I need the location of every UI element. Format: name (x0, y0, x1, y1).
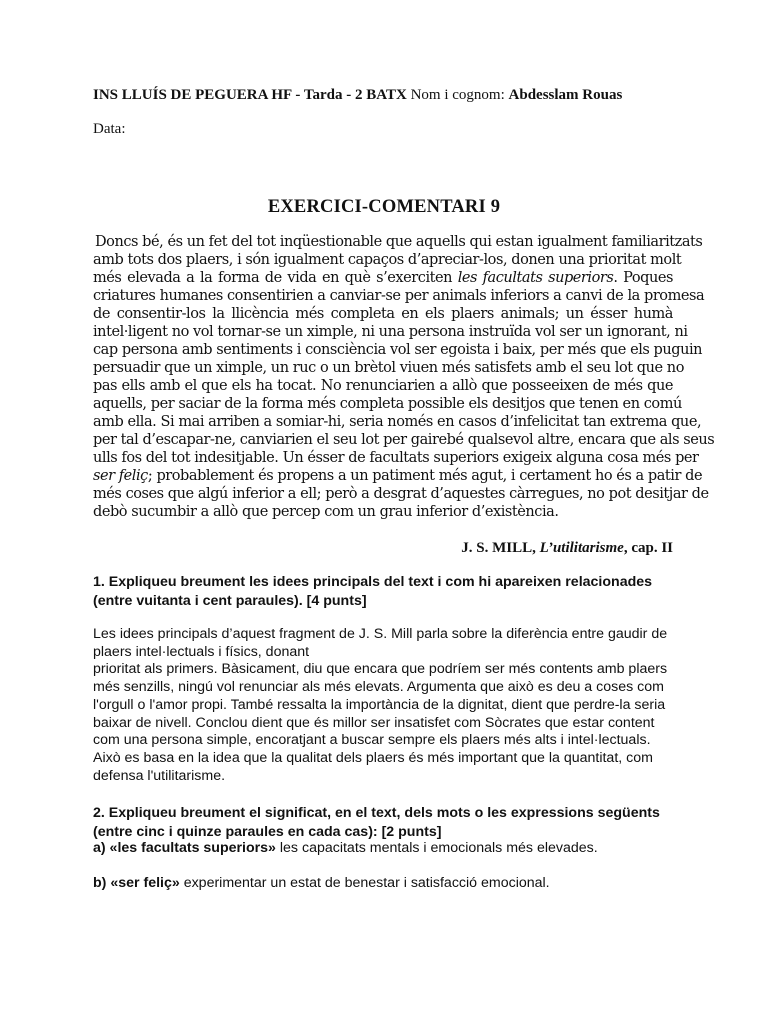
passage-line: amb tots dos plaers, i són igualment capaços d’apreciar-los, donen una prioritat molt (93, 252, 682, 268)
passage-line: amb ella. Si mai arriben a somiar-hi, seria només en casos d’infelicitat tan extrema que, (93, 414, 702, 430)
question-prompt-line: (entre vuitanta i cent paraules). [4 punts] (93, 593, 367, 609)
passage-line: de consentir-los la llicència més completa en els plaers animals; un ésser humà (93, 306, 673, 322)
question-1-prompt (93, 573, 693, 611)
passage-line: criatures humanes consentirien a canviar-se per animals inferiors a canvi de la promesa (93, 288, 705, 304)
question-2a-answer: les capacitats mentals i emocionals més elevades. (275, 840, 598, 856)
passage-line: aquells, per saciar de la forma més completa possible els desitjos que tenen en comú (93, 396, 682, 412)
passage-line (93, 467, 703, 485)
question-prompt-line: 2. Expliqueu breument el significat, en el text, dels mots o les expressions següents (93, 805, 660, 821)
answer-line: plaers intel·lectuals i físics, donant (93, 643, 310, 660)
passage-line: més coses que algú inferior a ell; però a desgrat d’aquestes càrregues, no pot desitjar de (93, 486, 709, 502)
question-1-answer (93, 626, 693, 785)
school-name: INS LLUÍS DE PEGUERA HF (93, 87, 292, 103)
answer-line: més senzills, ningú vol renunciar als més elevats. Argumenta que això es deu a coses com (93, 679, 664, 696)
question-prompt-line: 1. Expliqueu breument les idees principals del text i com hi apareixen relacionades (93, 574, 653, 590)
question-2a (93, 840, 598, 856)
passage-line: intel·ligent no vol tornar-se un ximple, ni una persona instruïda vol ser un ignorant, ni (93, 324, 688, 340)
citation (461, 540, 673, 557)
passage-line: persuadir que un ximple, un ruc o un brètol viuen més satisfets amb el seu lot que no (93, 360, 684, 376)
passage-line: debò sucumbir a allò que percep com un grau inferior d’existència. (93, 504, 559, 520)
passage-fragment: ; probablement és propens a un patiment més agut, i certament ho és a patir de (147, 468, 703, 484)
passage-line: cap persona amb sentiments i consciència vol ser egoista i baix, per més que els puguin (93, 342, 703, 358)
passage-line: Doncs bé, és un fet del tot inqüestionable que aquells qui estan igualment familiaritzats (95, 234, 703, 250)
answer-line: l'orgull o l'amor propi. També ressalta la importància de la dignitat, dient que perdre-la seria (93, 696, 666, 713)
header-separator: - (342, 87, 356, 103)
text-passage (93, 233, 715, 521)
answer-line: Això es basa en la idea que la qualitat dels plaers és més important que la quantitat, com (93, 749, 653, 766)
student-name: Abdesslam Rouas (508, 87, 623, 103)
course-label: 2 BATX (355, 87, 407, 103)
document-title: EXERCICI-COMENTARI 9 (267, 197, 501, 217)
citation-work: L’utilitarisme (539, 540, 624, 556)
shift-label: Tarda (303, 87, 343, 103)
answer-line: defensa l'utilitarisme. (93, 767, 226, 784)
emphasis-text: les facultats superiors (457, 270, 614, 286)
answer-line: Les idees principals d’aquest fragment de J. S. Mill parla sobre la diferència entre gaudir de (93, 626, 668, 642)
passage-line: pas ells amb el que els ha tocat. No renunciarien a allò que posseeixen de més que (93, 378, 673, 394)
emphasis-text: ser feliç (93, 468, 148, 484)
citation-chapter: , cap. II (623, 540, 673, 556)
citation-author: J. S. MILL, (461, 540, 540, 556)
passage-line: per tal d’escapar-ne, canviarien el seu lot per gairebé qualsevol altre, encara que als seus (93, 432, 715, 448)
question-2-prompt (93, 804, 693, 842)
header-separator: - (291, 87, 304, 103)
question-prompt-line: (entre cinc i quinze paraules en cada cas): [2 punts] (93, 824, 442, 840)
answer-line: com una persona simple, encoratjant a buscar sempre els plaers més alts i intel·lectuals. (93, 732, 651, 749)
header-line (93, 87, 622, 104)
passage-line (93, 269, 673, 287)
passage-fragment: més elevada a la forma de vida en què s’exerciten (93, 270, 458, 286)
name-label: Nom i cognom: (406, 87, 509, 103)
date-label: Data: (93, 121, 126, 137)
answer-line: prioritat als primers. Bàsicament, diu que encara que podríem ser més contents amb plaers (93, 661, 668, 678)
passage-fragment: . Poques (613, 270, 674, 286)
question-2b-label: b) «ser feliç» (93, 875, 180, 891)
question-2b (93, 875, 550, 891)
question-2a-label: a) «les facultats superiors» (93, 840, 276, 856)
question-2b-answer: experimentar un estat de benestar i satisfacció emocional. (179, 875, 550, 891)
passage-line: ulls fos del tot indesitjable. Un ésser de facultats superiors exigeix alguna cosa més per (93, 450, 699, 466)
answer-line: baixar de nivell. Conclou dient que és millor ser insatisfet com Sòcrates que estar content (93, 714, 655, 731)
